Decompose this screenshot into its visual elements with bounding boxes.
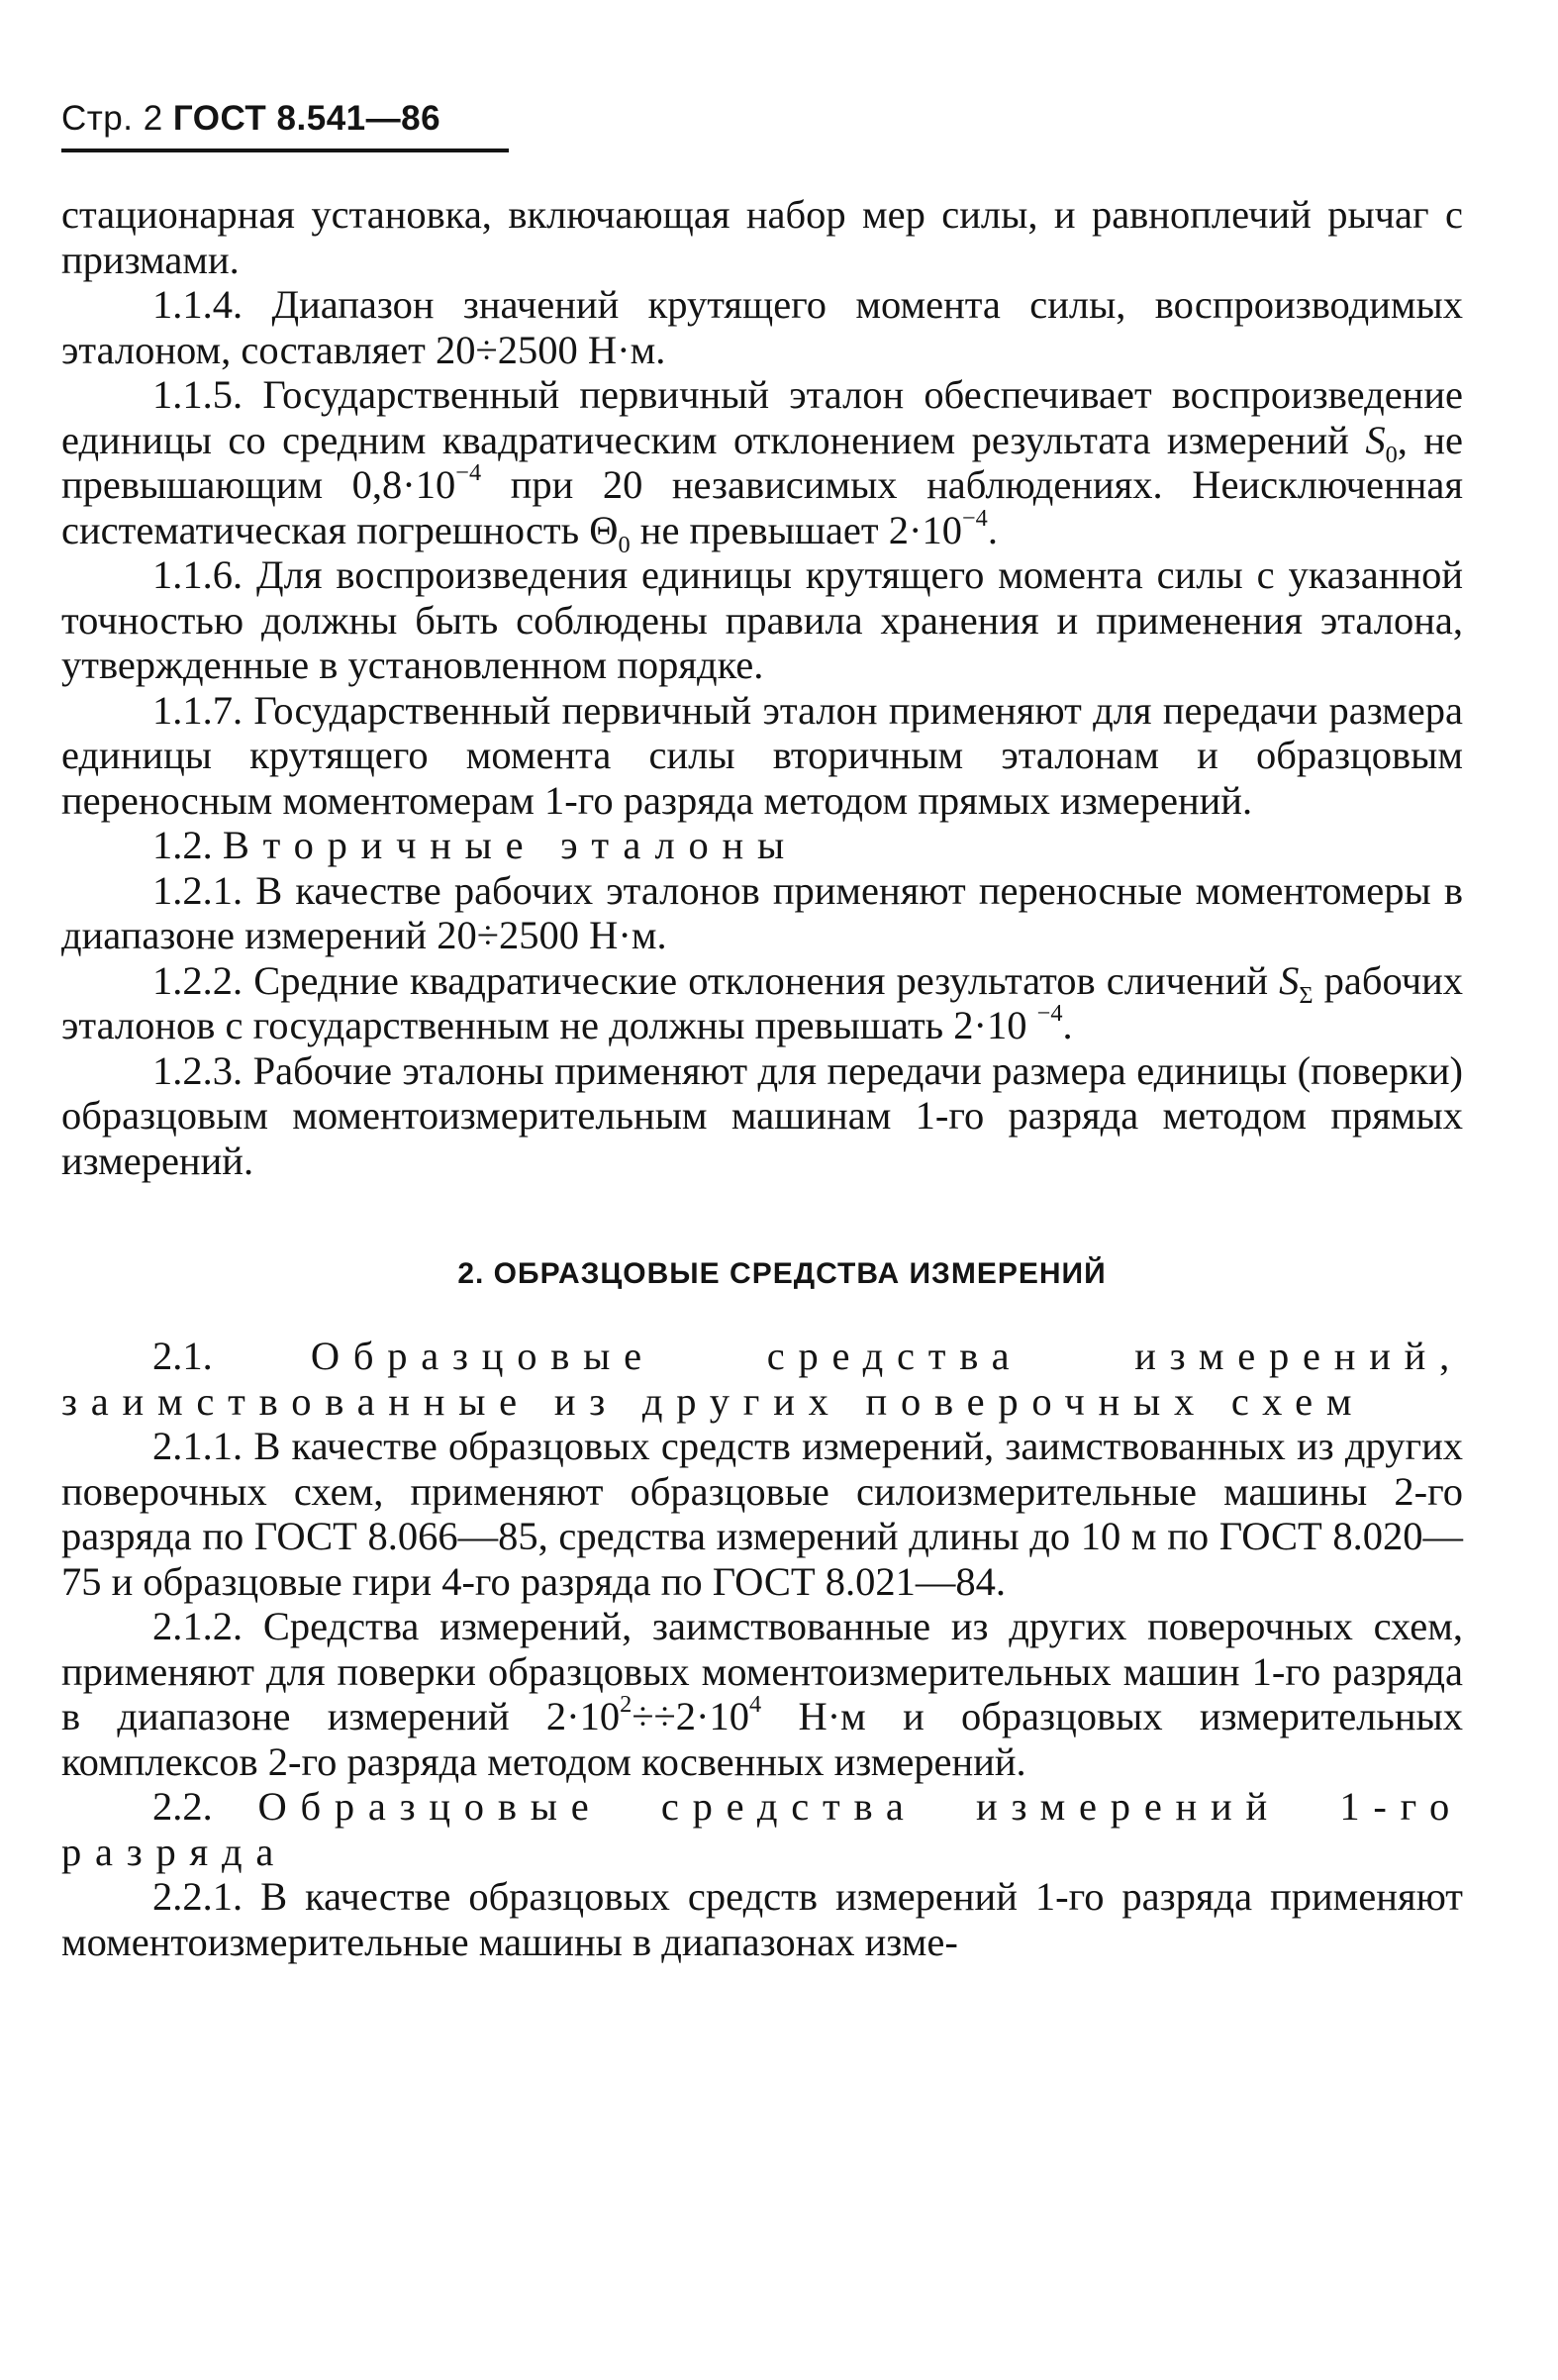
paragraph-2-1-2: 2.1.2. Средства измерений, заимствованные из других поверочных схем, применяют для поверки образцовых моментоизмерительных машин 1-го разряда в диапазоне измерений $2\cdot 10^2\div\div 2\cdot 10^4$ Н·м и образцовых измерительных комплексов 2-го разряда методом косвенных измерений. — [61, 1604, 1463, 1784]
paragraph-1-2-2: 1.2.2. Средние квадратические отклонения результатов сличений $S_\Sigma$ рабочих эталонов с государственным не должны превышать 2·10 $^{-4}$. — [61, 957, 1464, 1047]
header-rule — [61, 149, 509, 152]
subsection-heading-2-2: 2.2. Образцовые средства измерений 1-го разряда — [61, 1784, 1464, 1874]
paragraph-2-2-1: 2.2.1. В качестве образцовых средств измерений 1-го разряда применяют моментоизмерительные машины в диапазонах изме- — [61, 1874, 1463, 1964]
document-code: ГОСТ 8.541—86 — [172, 99, 441, 138]
paragraph-1-1-4: 1.1.4. Диапазон значений крутящего момента силы, воспроизводимых эталоном, составляет 20÷2500 Н·м. — [61, 282, 1463, 372]
subsection-heading-1-2: 1.2. Вторичные эталоны — [152, 823, 798, 867]
document-body — [61, 192, 1463, 1964]
subsection-heading-2-1: 2.1. Образцовые средства измерений, заимствованные из других поверочных схем — [61, 1334, 1464, 1424]
section-2-title: 2. ОБРАЗЦОВЫЕ СРЕДСТВА ИЗМЕРЕНИЙ — [457, 1257, 1107, 1290]
paragraph-1-2-1: 1.2.1. В качестве рабочих эталонов применяют переносные моментомеры в диапазоне измерений 20÷2500 Н·м. — [61, 867, 1463, 957]
page-label: Стр. 2 — [61, 99, 163, 138]
paragraph-2-1-1: 2.1.1. В качестве образцовых средств измерений, заимствованных из других поверочных схем, применяют образцовые силоизмерительные машины 2-го разряда по ГОСТ 8.066—85, средства измерений длины до 10 м по ГОСТ 8.020—75 и образцовые гири 4-го разряда по ГОСТ 8.021—84. — [61, 1424, 1463, 1604]
paragraph-1-1-7: 1.1.7. Государственный первичный эталон применяют для передачи размера единицы крутящего момента силы вторичным эталонам и образцовым переносным моментомерам 1-го разряда методом прямых измерений. — [61, 687, 1463, 823]
paragraph-1-2-3: 1.2.3. Рабочие эталоны применяют для передачи размера единицы (поверки) образцовым моментоизмерительным машинам 1-го разряда методом прямых измерений. — [61, 1047, 1463, 1183]
paragraph-1-1-6: 1.1.6. Для воспроизведения единицы крутящего момента силы с указанной точностью должны быть соблюдены правила хранения и применения эталона, утвержденные в установленном порядке. — [61, 552, 1463, 687]
paragraph-continuation: стационарная установка, включающая набор мер силы, и равноплечий рычаг с призмами. — [61, 192, 1463, 282]
page-header — [61, 99, 440, 139]
paragraph-1-1-5: 1.1.5. Государственный первичный эталон обеспечивает воспроизведение единицы со средним квадратическим отклонением результата измерений $S_0$, не превышающим $0,8\cdot 10^{-4}$ при 20 независимых наблюдениях. Неисключенная систематическая погрешность $\Theta_0$ не превышает $2\cdot 10^{-4}$. — [61, 372, 1463, 558]
